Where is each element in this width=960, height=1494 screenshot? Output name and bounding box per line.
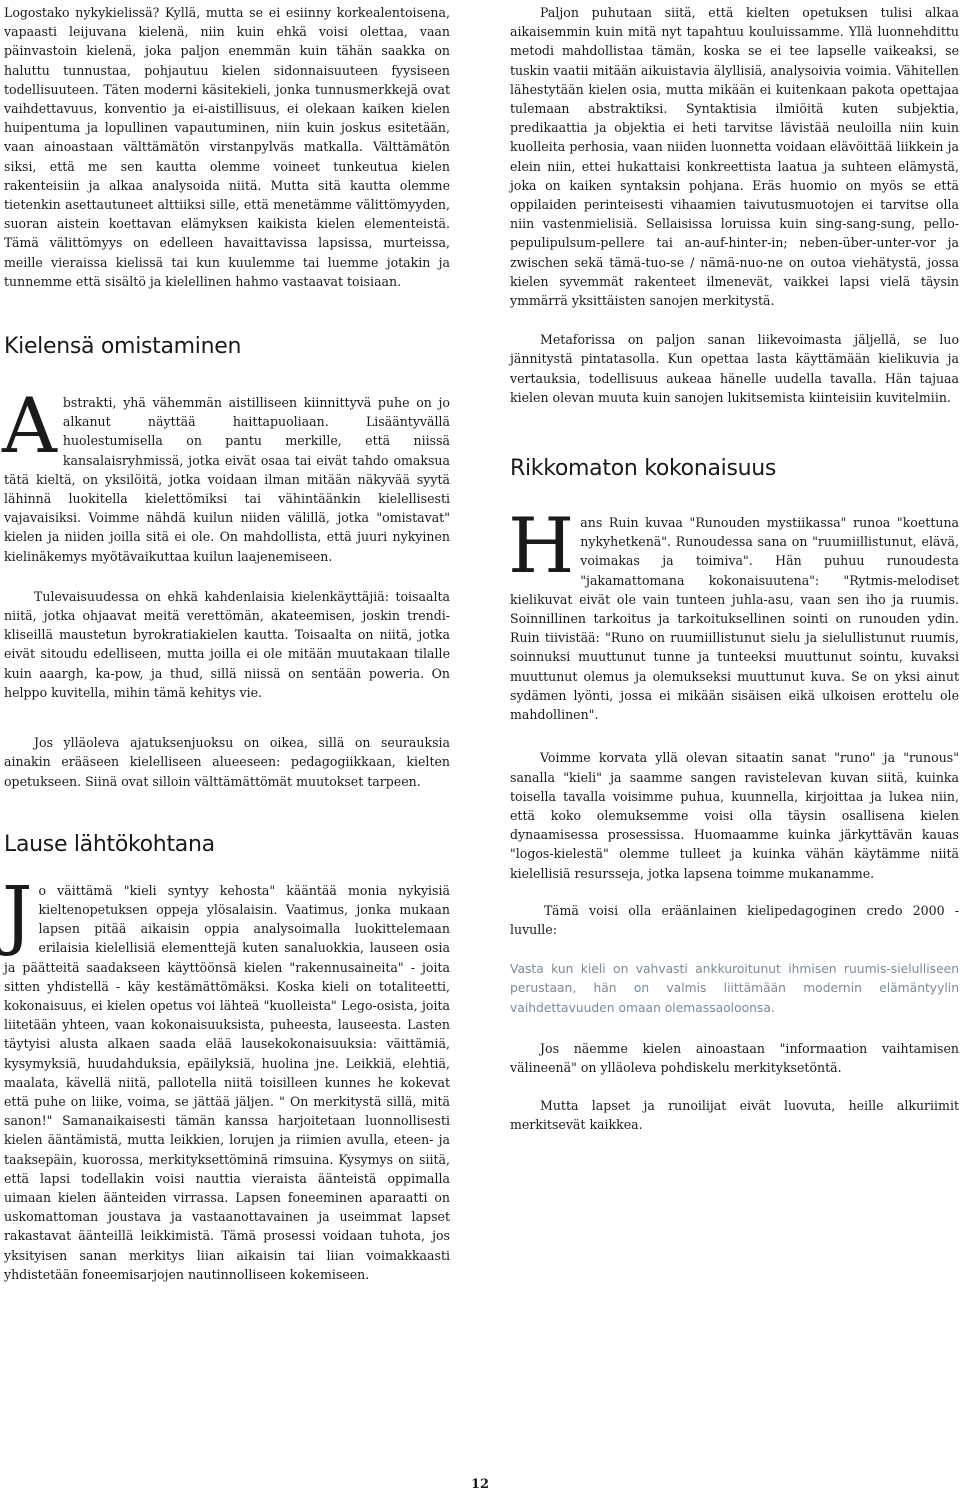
dropcap-letter: H xyxy=(508,501,575,591)
section-heading-lause-lahtokohtana: Lause lähtökohtana xyxy=(4,831,215,857)
section1-paragraph1 xyxy=(2,381,450,566)
left-column xyxy=(4,3,450,1284)
page-number: 12 xyxy=(470,1477,490,1492)
section1-paragraph2: Tulevaisuudessa on ehkä kahdenlaisia kielenkäyttäjiä: toisaalta niitä, jotka ohjaavat meitä verettömän, akateemisen, joskin trendi-kliseillä maustetun byrokratiakielen kautta. Toisaalta on niitä, jotka eivät sitoudu edelliseen, mutta joilla ei ole mitään muutakaan tilalle kuin aaargh, ka-pow, ja thud, sillä niissä on sentään poweria. On helppo kuvitella, mihin tämä kehitys vie. xyxy=(4,588,450,700)
section3-paragraph4: Jos näemme kielen ainoastaan "informaation vaihtamisen välineenä" on ylläoleva pohdiskelu merkityksetöntä. xyxy=(510,1040,959,1075)
section2-paragraph1 xyxy=(2,868,450,1284)
right-paragraph2: Metaforissa on paljon sanan liikevoimasta jäljellä, se luo jännitystä pintatasolla. Kun opettaa lasta käyttämään kielikuvia ja vertauksia, todellisuus aukeaa hänelle uudella tavalla. Hän tajuaa kielen olevan muuta kuin sanojen lukitsemista kiinteisiin kuvitelmiin. xyxy=(510,332,959,405)
section-heading-kielensa-omistaminen: Kielensä omistaminen xyxy=(4,334,242,360)
section1-paragraph3: Jos ylläoleva ajatuksenjuoksu on oikea, sillä on seurauksia ainakin erääseen kielelliseen alueeseen: pedagogiikkaan, kielten opetukseen. Siinä ovat silloin välttämättömät muutokset tarpeen. xyxy=(4,735,450,789)
highlighted-quote: Vasta kun kieli on vahvasti ankkuroitunut ihmisen ruumis-sielulliseen perustaan, hän on valmis liittämään modernin elämäntyylin vaihdettavuuden omaan olemassaoloonsa. xyxy=(510,962,959,1015)
section3-paragraph3: Tämä voisi olla eräänlainen kielipedagoginen credo 2000 -luvulle: xyxy=(510,902,959,937)
section3-paragraph2: Voimme korvata yllä olevan sitaatin sanat "runo" ja "runous" sanalla "kieli" ja saamme sangen ravistelevan kuvan siitä, kuinka toisella tavalla voisimme puhua, kuunnella, kirjoittaa ja lukea niin, että koko olemuksemme voisi olla täysin osallisena kielen dynaamisessa prosessissa. Huomaamme kuinka järkyttävän kauas "logos-kielestä" olemme tulleet ja kuinka vähän käytämme niitä kielellisiä resursseja, jotka lapsena toimme mukanamme. xyxy=(510,750,959,881)
section-heading-rikkomaton-kokonaisuus: Rikkomaton kokonaisuus xyxy=(510,456,777,482)
section1-paragraph1-text: bstrakti, yhä vähemmän aistilliseen kiinnittyvä puhe on jo alkanut näyttää haittapuoliaan. Lisääntyvällä huolestumisella on pantu merkille, että niissä kansalaisryhmissä, jotka eivät osaa tai eivät tahdo omaksua tätä kieltä, on yksilöitä, jotka voidaan ilman mitään näkyvää syytä lähinnä luokitella kielettömiksi tai vähintäänkin kielellisesti vajavaisiksi. Voimme nähdä kuilun niiden välillä, jotka "omistavat" kielen ja niiden joilla sitä ei ole. On mahdollista, että juuri nykyinen kielinäkemys myötävaikuttaa kuilun laajenemiseen. xyxy=(4,395,450,564)
right-column xyxy=(510,3,959,1135)
section3-paragraph1-text: ans Ruin kuvaa "Runouden mystiikassa" runoa "koettuna nykyhetkenä". Runoudessa sana on "ruumiillistunut, elävä, voimakas ja toimiva". Hän puhuu runoudesta "jakamattomana kokonaisuutena": "Rytmis-melodiset kielikuvat eivät ole vain tunteen juhla-asu, vaan sen iho ja ruumis. Soinnillinen tarkoitus ja tarkoituksellinen sointi on runouden ydin. Ruin tiivistää: "Runo on ruumiillistunut sielu ja sielullistunut ruumis, soinnuksi muuttunut tunne ja tunteeksi muuttunut sointu, kuvaksi muuttunut olemus ja olemukseksi muuttunut kuva. Se on yksi ainut sydämen lyönti, jossa ei mikään sisäisen eikä ulkoisen erottelu ole mahdollinen". xyxy=(510,515,959,723)
dropcap-letter: J xyxy=(2,868,33,958)
right-paragraph1: Paljon puhutaan siitä, että kielten opetuksen tulisi alkaa aikaisemmin kuin mitä nyt tapahtuu kouluissamme. Yllä luonnehdittu metodi mahdollistaa tämän, koska se ei tee lapselle vaikeaksi, se tuskin vaatii mitään aikuistavia älyllisiä, analysoivia voimia. Vähitellen lähestytään kielen osia, mutta mikään ei kuitenkaan pakota opettajaa tulemaan abstraktiksi. Syntaktisia ilmiöitä kuten subjektia, predikaattia ja objektia ei heti tarvitse lävistää neuloilla niin kuin kuolleita perhosia, vaan niiden luonnetta voidaan elävöittää liikkein ja elein niin, ettei hukattaisi konkreettista laatua ja suhteen elämystä, joka on kaiken syntaksin pohjana. Eräs huomio on myös se että oppilaiden perinteisesti vihaamien taivutusmuotojen ei tarvitse olla niin vastenmielisiä. Sellaisissa loruissa kuin sing-sang-sung, pello-pepulipulsum-pellere tai an-auf-hinter-in; neben-über-unter-vor ja zwischen sekä tämä-tuo-se / nämä-nuo-ne on outoa viehätystä, jossa kielen syvemmät rakenteet ilmenevät, vaikkei lapsi vielä täysin ymmärrä yksittäisten sanojen merkitystä. xyxy=(510,5,959,309)
section2-paragraph1-text: o väittämä "kieli syntyy kehosta" kääntää monia nykyisiä kieltenopetuksen oppeja ylösalaisin. Vaatimus, jonka mukaan lapsen pitää aikaisin oppia analysoimalla luokittelemaan erilaisia kielellisiä elementtejä kuten sanaluokkia, lauseen osia ja päätteitä saadakseen käyttöönsä kielen "rakennusaineita" - joita sitten yhdistellä - käy kestämättömäksi. Koska kieli on totaliteetti, kokonaisuus, ei kielen opetus voi lähteä "kuolleista" Lego-osista, joita liitetään yhteen, vaan kokonaisuuksista, puheesta, lauseesta. Lasten täytyisi alusta alkaen saada elää lausekokonaisuuksia: väittämiä, kysymyksiä, huudahduksia, epäilyksiä, huolina jne. Leikkiä, elehtiä, maalata, kävellä niitä, pallotella niitä toisilleen kunnes he kokevat että puhe on liike, voima, se jättää jäljen. " On merkitystä sillä, mitä sanon!" Samanaikaisesti tämän kanssa harjoitetaan luonnollisesti kielen ääntämistä, mutta leikkien, lorujen ja riimien avulla, eteen- ja taaksepäin, kuorossa, merkityksettöminä rimsuina. Kysymys on siitä, että lapsi todellakin voisi nauttia vieraista äänteistä oppimalla uimaan kielen äänteiden virrassa. Lapsen foneeminen aparaatti on uskomattoman joustava ja vastaanottavainen ja useimmat lapset rakastavat äänteillä leikkimistä. Tämä prosessi voidaan tuhota, jos yksityisen sanan merkitys liian aikaisin tai liian voimakkaasti yhdistetään foneemisarjojen nautinnolliseen kokemiseen. xyxy=(4,882,450,1282)
section3-paragraph5: Mutta lapset ja runoilijat eivät luovuta, heille alkuriimit merkitsevät kaikkea. xyxy=(510,1098,959,1133)
dropcap-letter: A xyxy=(2,381,57,471)
section3-paragraph1 xyxy=(508,501,959,724)
intro-paragraph: Logostako nykykielissä? Kyllä, mutta se ei esiinny korkealentoisena, vapaasti leijuvana kielenä, niin kuin ehkä voisi olettaa, vaan päinvastoin kielenä, joka paljon enemmän kuin tähän saakka on haluttu tunnustaa, pohjautuu kielen sidonnaisuuteen fyysiseen todellisuuteen. Täten moderni käsitekieli, jonka tunnusmerkkejä ovat vaihdettavuus, konventio ja ei-aistillisuus, ei olekaan kaiken kielen huipentuma ja lopullinen vapautuminen, niin kuin joskus esitetään, vaan ainoastaan välttämätön virstanpylväs matkalla. Välttämätön siksi, että me sen kautta olemme voineet tunkeutua kielen rakenteisiin ja alkaa analysoida niitä. Mutta sitä kautta olemme tietenkin asettautuneet alttiiksi sille, että menetämme välittömyyden, suoran aistein koettavan elämyksen kaikista kielen elementeistä. Tämä välittömyys on edelleen havaittavissa lapsissa, murteissa, meille vieraissa kielissä tai kun kuulemme tai luemme jotakin ja tunnemme että sisältö ja kielellinen hahmo vastaavat toisiaan. xyxy=(4,5,450,289)
